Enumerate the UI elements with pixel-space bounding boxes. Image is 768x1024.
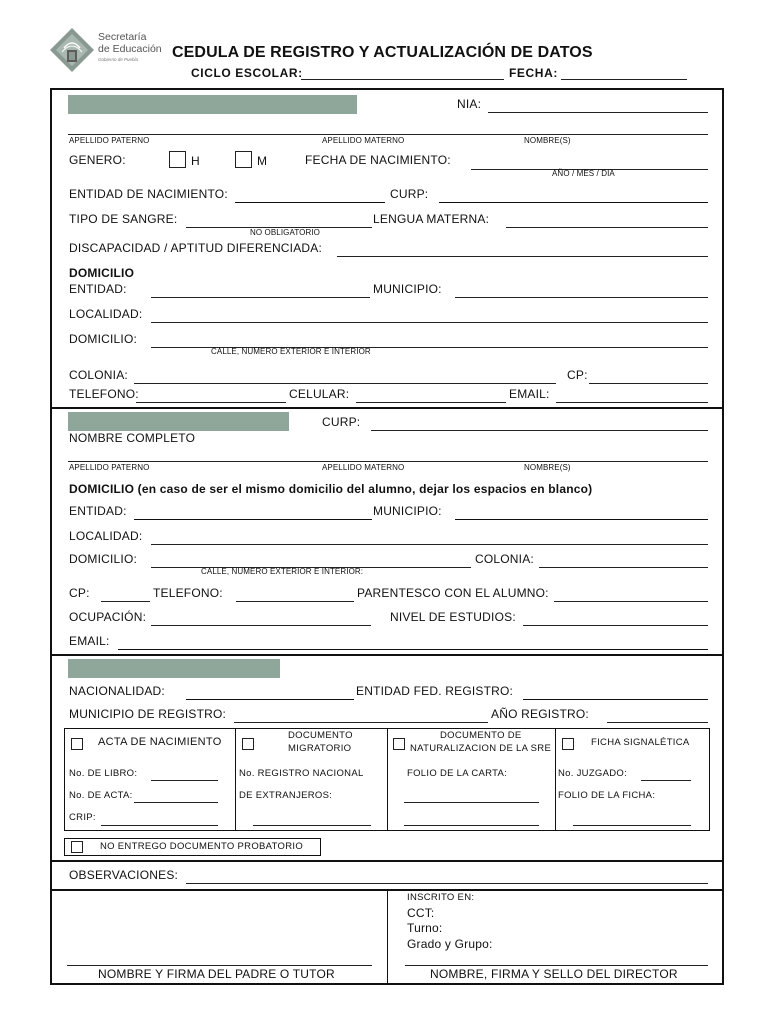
form-title: CEDULA DE REGISTRO Y ACTUALIZACIÓN DE DATOS bbox=[172, 44, 593, 61]
no-entrego-checkbox[interactable] bbox=[71, 841, 83, 853]
telefono-label: TELEFONO: bbox=[69, 387, 139, 401]
cp-label: CP: bbox=[567, 368, 588, 382]
celular-label: CELULAR: bbox=[289, 387, 350, 401]
ocupacion-field[interactable] bbox=[151, 625, 371, 626]
fecha-nacimiento-hint: AÑO / MES / DIA bbox=[552, 169, 615, 178]
folio-ficha-field[interactable] bbox=[573, 825, 691, 826]
section-divider bbox=[50, 860, 724, 862]
folio-ficha-label: FOLIO DE LA FICHA: bbox=[558, 790, 656, 801]
nacionalidad-field[interactable] bbox=[186, 699, 354, 700]
registro-nacional-label: No. REGISTRO NACIONAL bbox=[239, 768, 364, 779]
tutor-telefono-field[interactable] bbox=[236, 601, 354, 602]
tutor-email-label: EMAIL: bbox=[69, 634, 110, 648]
juzgado-field[interactable] bbox=[641, 780, 691, 781]
localidad-label: LOCALIDAD: bbox=[69, 307, 143, 321]
table-divider bbox=[555, 728, 556, 831]
migratorio-title-2: MIGRATORIO bbox=[288, 743, 352, 754]
email-label: EMAIL: bbox=[509, 387, 550, 401]
tutor-nombre-field[interactable] bbox=[68, 461, 708, 462]
folio-carta-label: FOLIO DE LA CARTA: bbox=[407, 768, 508, 779]
nombres-hint: NOMBRE(S) bbox=[524, 136, 571, 145]
tutor-curp-field[interactable] bbox=[371, 430, 708, 431]
libro-field[interactable] bbox=[151, 780, 218, 781]
tutor-telefono-label: TELEFONO: bbox=[153, 586, 223, 600]
domicilio-label: DOMICILIO: bbox=[69, 332, 138, 346]
grado-grupo-label: Grado y Grupo: bbox=[407, 937, 493, 951]
entidad-nacimiento-label: ENTIDAD DE NACIMIENTO: bbox=[69, 187, 228, 201]
apellido-materno-hint: APELLIDO MATERNO bbox=[322, 136, 405, 145]
parentesco-label: PARENTESCO CON EL ALUMNO: bbox=[357, 586, 549, 600]
tutor-colonia-field[interactable] bbox=[539, 567, 708, 568]
tutor-localidad-field[interactable] bbox=[151, 544, 708, 545]
tutor-curp-label: CURP: bbox=[322, 415, 361, 429]
tutor-calle-hint: CALLE, NUMERO EXTERIOR E INTERIOR: bbox=[201, 567, 364, 576]
registro-nacional-field[interactable] bbox=[253, 825, 371, 826]
migratorio-title-1: DOCUMENTO bbox=[288, 730, 353, 741]
municipio-registro-label: MUNICIPIO DE REGISTRO: bbox=[69, 707, 227, 721]
nia-field[interactable] bbox=[488, 112, 708, 113]
firma-padre-line[interactable] bbox=[67, 965, 372, 966]
tutor-municipio-label: MUNICIPIO: bbox=[373, 504, 442, 518]
nivel-estudios-field[interactable] bbox=[523, 625, 708, 626]
tutor-apellido-materno-hint: APELLIDO MATERNO bbox=[322, 463, 405, 472]
sep-logo bbox=[48, 26, 178, 86]
fecha-field[interactable] bbox=[561, 79, 687, 80]
no-obligatorio-hint: NO OBLIGATORIO bbox=[250, 228, 321, 237]
fecha-nacimiento-label: FECHA DE NACIMIENTO: bbox=[305, 153, 451, 167]
tutor-municipio-field[interactable] bbox=[455, 519, 708, 520]
libro-label: No. DE LIBRO: bbox=[69, 768, 138, 779]
genero-label: GENERO: bbox=[69, 153, 126, 167]
logo-line2: de Educación bbox=[98, 43, 162, 55]
entidad-label: ENTIDAD: bbox=[69, 282, 127, 296]
ciclo-field[interactable] bbox=[301, 79, 504, 80]
entidad-fed-label: ENTIDAD FED. REGISTRO: bbox=[356, 684, 514, 698]
tutor-localidad-label: LOCALIDAD: bbox=[69, 529, 143, 543]
logo-line3: Gobierno de Puebla bbox=[98, 57, 139, 62]
acta-num-field[interactable] bbox=[134, 802, 218, 803]
no-entrego-label: NO ENTREGO DOCUMENTO PROBATORIO bbox=[100, 841, 304, 852]
migratorio-checkbox[interactable] bbox=[242, 738, 254, 750]
cct-label: CCT: bbox=[407, 906, 435, 920]
discapacidad-label: DISCAPACIDAD / APTITUD DIFERENCIADA: bbox=[69, 241, 323, 255]
genero-m-checkbox[interactable] bbox=[235, 151, 252, 168]
table-divider bbox=[235, 728, 236, 831]
curp-field[interactable] bbox=[439, 202, 708, 203]
discapacidad-field[interactable] bbox=[337, 256, 708, 257]
tutor-apellido-paterno-hint: APELLIDO PATERNO bbox=[69, 463, 150, 472]
lengua-label: LENGUA MATERNA: bbox=[373, 212, 490, 226]
genero-m-label: M bbox=[257, 154, 268, 168]
entidad-field[interactable] bbox=[151, 297, 370, 298]
extranjeros-label: DE EXTRANJEROS: bbox=[239, 790, 333, 801]
colonia-label: COLONIA: bbox=[69, 368, 128, 382]
tutor-cp-label: CP: bbox=[69, 586, 90, 600]
curp-label: CURP: bbox=[390, 187, 429, 201]
entidad-fed-field[interactable] bbox=[523, 699, 708, 700]
acta-title: ACTA DE NACIMIENTO bbox=[98, 736, 222, 748]
tutor-domicilio-label: DOMICILIO: bbox=[69, 552, 138, 566]
tutor-email-field[interactable] bbox=[118, 649, 708, 650]
observaciones-label: OBSERVACIONES: bbox=[69, 868, 179, 882]
lengua-field[interactable] bbox=[506, 227, 708, 228]
tutor-cp-field[interactable] bbox=[101, 601, 150, 602]
nivel-estudios-label: NIVEL DE ESTUDIOS: bbox=[390, 610, 516, 624]
section-divider bbox=[50, 407, 724, 409]
parentesco-field[interactable] bbox=[554, 601, 708, 602]
section-bar-registro bbox=[68, 659, 280, 678]
genero-h-label: H bbox=[191, 154, 200, 168]
tutor-entidad-field[interactable] bbox=[134, 519, 372, 520]
juzgado-label: No. JUZGADO: bbox=[558, 768, 628, 779]
nia-label: NIA: bbox=[457, 97, 482, 111]
anio-registro-field[interactable] bbox=[607, 722, 708, 723]
municipio-field[interactable] bbox=[455, 297, 708, 298]
tutor-nombres-hint: NOMBRE(S) bbox=[524, 463, 571, 472]
inscrito-label: INSCRITO EN: bbox=[407, 892, 475, 903]
ficha-title: FICHA SIGNALÉTICA bbox=[591, 737, 690, 748]
colonia-field[interactable] bbox=[134, 383, 556, 384]
telefono-field[interactable] bbox=[136, 402, 286, 403]
logo-line1: Secretaría bbox=[98, 31, 147, 43]
ciclo-label: CICLO ESCOLAR: bbox=[191, 66, 303, 80]
observaciones-field[interactable] bbox=[186, 883, 708, 884]
section-bar-alumno bbox=[68, 95, 357, 114]
email-field[interactable] bbox=[556, 402, 708, 403]
fecha-label: FECHA: bbox=[509, 66, 558, 80]
acta-num-label: No. DE ACTA: bbox=[69, 790, 133, 801]
entidad-nacimiento-field[interactable] bbox=[235, 202, 385, 203]
crip-label: CRIP: bbox=[69, 812, 96, 823]
tutor-nombre-completo-label: NOMBRE COMPLETO bbox=[69, 431, 196, 445]
folio-carta-field[interactable] bbox=[404, 802, 539, 803]
firmas-divider bbox=[387, 889, 388, 985]
nacionalidad-label: NACIONALIDAD: bbox=[69, 684, 165, 698]
tutor-entidad-label: ENTIDAD: bbox=[69, 504, 127, 518]
ocupacion-label: OCUPACIÓN: bbox=[69, 610, 147, 624]
turno-label: Turno: bbox=[407, 921, 443, 935]
tutor-domicilio-heading: DOMICILIO (en caso de ser el mismo domicilio del alumno, dejar los espacios en blanco) bbox=[69, 482, 593, 496]
folio-carta-field-2[interactable] bbox=[404, 825, 539, 826]
section-divider bbox=[50, 654, 724, 656]
naturalizacion-title-2: NATURALIZACION DE LA SRE bbox=[410, 743, 552, 754]
table-divider bbox=[387, 728, 388, 831]
crip-field[interactable] bbox=[101, 825, 218, 826]
ficha-checkbox[interactable] bbox=[562, 738, 574, 750]
firma-director-line[interactable] bbox=[405, 965, 708, 966]
nombre-alumno-field[interactable] bbox=[68, 134, 708, 135]
genero-h-checkbox[interactable] bbox=[169, 151, 186, 168]
calle-hint: CALLE, NUMERO EXTERIOR E INTERIOR bbox=[211, 347, 371, 356]
firma-director-label: NOMBRE, FIRMA Y SELLO DEL DIRECTOR bbox=[430, 967, 678, 981]
localidad-field[interactable] bbox=[151, 322, 708, 323]
celular-field[interactable] bbox=[356, 402, 506, 403]
acta-checkbox[interactable] bbox=[71, 738, 83, 750]
municipio-label: MUNICIPIO: bbox=[373, 282, 442, 296]
tipo-sangre-label: TIPO DE SANGRE: bbox=[69, 212, 178, 226]
naturalizacion-title-1: DOCUMENTO DE bbox=[440, 730, 522, 741]
municipio-registro-field[interactable] bbox=[234, 722, 488, 723]
apellido-paterno-hint: APELLIDO PATERNO bbox=[69, 136, 150, 145]
emblem-icon bbox=[48, 26, 96, 84]
cp-field[interactable] bbox=[589, 383, 708, 384]
naturalizacion-checkbox[interactable] bbox=[393, 738, 405, 750]
section-bar-tutor bbox=[68, 412, 289, 431]
domicilio-heading: DOMICILIO bbox=[69, 266, 135, 280]
anio-registro-label: AÑO REGISTRO: bbox=[491, 707, 589, 721]
tutor-colonia-label: COLONIA: bbox=[475, 552, 534, 566]
firma-padre-label: NOMBRE Y FIRMA DEL PADRE O TUTOR bbox=[98, 967, 335, 981]
